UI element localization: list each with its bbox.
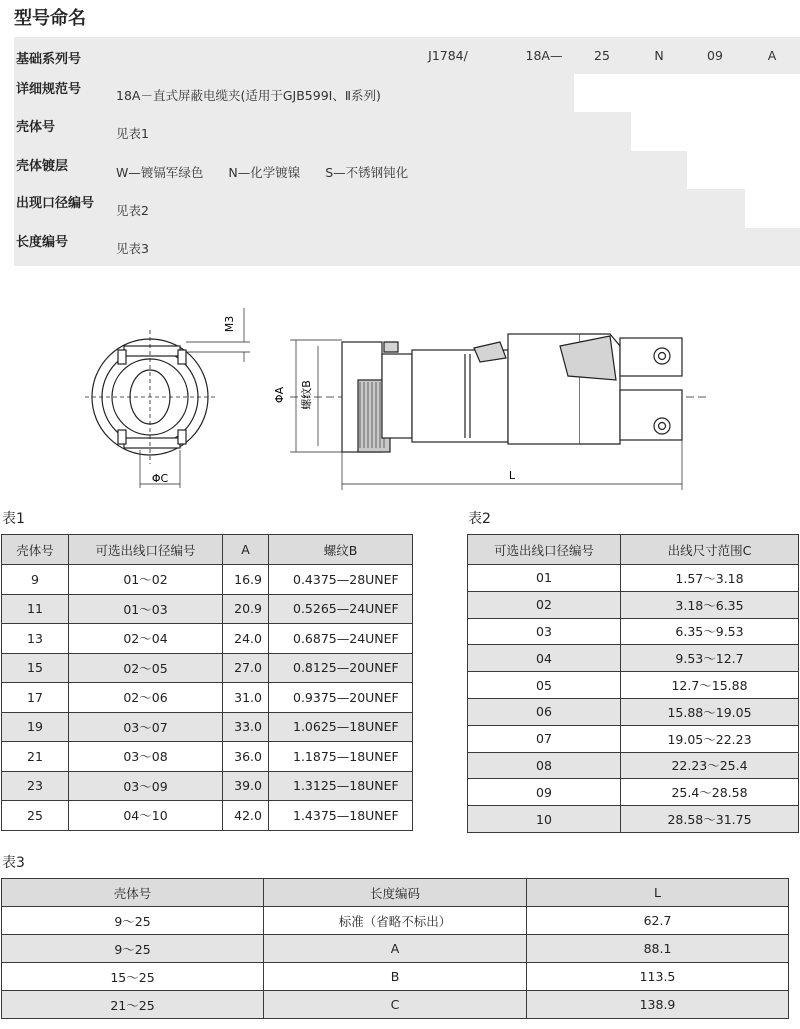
connector-drawing	[0, 290, 800, 495]
table-row	[468, 779, 799, 806]
cell: 13	[2, 624, 69, 654]
table3	[1, 878, 789, 1019]
table3-header: L	[527, 879, 789, 907]
cell: 42.0	[223, 801, 269, 831]
table-row	[2, 771, 413, 801]
table-row	[2, 991, 789, 1019]
cell: B	[264, 963, 527, 991]
cell: 03	[468, 618, 621, 645]
cell: 15	[2, 653, 69, 683]
cell: 11	[2, 594, 69, 624]
table-row	[2, 653, 413, 683]
dim-phi-c-label: ΦC	[151, 472, 169, 485]
dim-l-label: L	[508, 469, 516, 482]
cell: 03～08	[69, 742, 223, 772]
dim-thread-b-label: 螺纹B	[300, 380, 313, 410]
cell: 20.9	[223, 594, 269, 624]
cell: 15～25	[2, 963, 264, 991]
code-outlet: 09	[707, 48, 723, 63]
cell: 21	[2, 742, 69, 772]
cell: 0.4375—28UNEF	[269, 565, 413, 595]
cell: 6.35～9.53	[621, 618, 799, 645]
row-value-plating: W—镀镉军绿色 N—化学镀镍 S—不锈钢钝化	[116, 165, 409, 180]
page-title: 型号命名	[14, 8, 86, 29]
end-view	[85, 308, 250, 488]
cell: 28.58～31.75	[621, 806, 799, 833]
table2-header: 出线尺寸范围C	[621, 535, 799, 565]
table-row	[2, 963, 789, 991]
cell: 1.3125—18UNEF	[269, 771, 413, 801]
cell: 01～03	[69, 594, 223, 624]
table3-header: 壳体号	[2, 879, 264, 907]
cell: A	[264, 935, 527, 963]
table-row	[2, 801, 413, 831]
cell: 0.5265—24UNEF	[269, 594, 413, 624]
table1	[1, 534, 413, 831]
table-row	[468, 645, 799, 672]
cell: 25.4～28.58	[621, 779, 799, 806]
cell: C	[264, 991, 527, 1019]
cell: 25	[2, 801, 69, 831]
code-length: A	[767, 48, 777, 63]
cell: 15.88～19.05	[621, 698, 799, 725]
cell: 02～06	[69, 683, 223, 713]
cell: 02～05	[69, 653, 223, 683]
code-base-series: J1784/	[428, 48, 468, 63]
dim-phi-a-label: ΦA	[273, 386, 286, 404]
row-label-plating: 壳体镀层	[16, 159, 69, 174]
cell: 0.6875—24UNEF	[269, 624, 413, 654]
table-row	[468, 752, 799, 779]
cell: 1.57～3.18	[621, 565, 799, 592]
table3-caption: 表3	[2, 855, 25, 871]
table-row	[2, 594, 413, 624]
table-row	[2, 935, 789, 963]
cell: 04～10	[69, 801, 223, 831]
table2-caption: 表2	[468, 511, 491, 527]
cell: 21～25	[2, 991, 264, 1019]
cell: 9～25	[2, 935, 264, 963]
table-row	[468, 565, 799, 592]
row-value-shell: 见表1	[116, 126, 149, 141]
cell: 02～04	[69, 624, 223, 654]
cell: 01	[468, 565, 621, 592]
cell: 08	[468, 752, 621, 779]
cell: 02	[468, 591, 621, 618]
row-value-outlet: 见表2	[116, 203, 149, 218]
cell: 0.8125—20UNEF	[269, 653, 413, 683]
cell: 88.1	[527, 935, 789, 963]
cell: 03～09	[69, 771, 223, 801]
row-label-spec: 详细规范号	[16, 82, 82, 97]
table-row	[468, 698, 799, 725]
row-label-shell: 壳体号	[16, 120, 56, 135]
cell: 1.1875—18UNEF	[269, 742, 413, 772]
table-row	[2, 712, 413, 742]
cell: 05	[468, 672, 621, 699]
cell: 27.0	[223, 653, 269, 683]
cell: 17	[2, 683, 69, 713]
row-label-base-series: 基础系列号	[16, 52, 82, 67]
cell: 138.9	[527, 991, 789, 1019]
table1-header: 壳体号	[2, 535, 69, 565]
cell: 9～25	[2, 907, 264, 935]
cell: 3.18～6.35	[621, 591, 799, 618]
cell: 12.7～15.88	[621, 672, 799, 699]
table-row	[468, 591, 799, 618]
cell: 19	[2, 712, 69, 742]
row-value-length: 见表3	[116, 241, 149, 256]
cell: 09	[468, 779, 621, 806]
row-label-length: 长度编号	[16, 235, 69, 250]
cell: 标准（省略不标出）	[264, 907, 527, 935]
side-view	[290, 334, 710, 490]
code-spec: 18A—	[525, 48, 563, 63]
table-row	[2, 565, 413, 595]
table-row	[2, 907, 789, 935]
dim-m3-label: M3	[223, 315, 236, 333]
cell: 9.53～12.7	[621, 645, 799, 672]
cell: 39.0	[223, 771, 269, 801]
table-row	[468, 806, 799, 833]
cell: 06	[468, 698, 621, 725]
cell: 04	[468, 645, 621, 672]
table-row	[2, 742, 413, 772]
cell: 24.0	[223, 624, 269, 654]
cell: 33.0	[223, 712, 269, 742]
table-row	[468, 725, 799, 752]
cell: 1.4375—18UNEF	[269, 801, 413, 831]
cell: 113.5	[527, 963, 789, 991]
cell: 16.9	[223, 565, 269, 595]
cell: 0.9375—20UNEF	[269, 683, 413, 713]
cell: 31.0	[223, 683, 269, 713]
table-row	[468, 672, 799, 699]
table3-header: 长度编码	[264, 879, 527, 907]
cell: 62.7	[527, 907, 789, 935]
table2	[467, 534, 799, 833]
cell: 10	[468, 806, 621, 833]
row-value-spec: 18A－直式屏蔽电缆夹(适用于GJB599Ⅰ、Ⅱ系列)	[116, 88, 381, 103]
code-shell: 25	[594, 48, 610, 63]
table-row	[2, 624, 413, 654]
table-row	[468, 618, 799, 645]
cell: 19.05～22.23	[621, 725, 799, 752]
row-label-outlet: 出现口径编号	[16, 196, 95, 211]
table1-header: 螺纹B	[269, 535, 413, 565]
cell: 01～02	[69, 565, 223, 595]
cell: 36.0	[223, 742, 269, 772]
cell: 03～07	[69, 712, 223, 742]
code-plating: N	[654, 48, 664, 63]
table1-caption: 表1	[2, 511, 25, 527]
row-bar-shell	[14, 112, 631, 151]
cell: 9	[2, 565, 69, 595]
table2-header: 可选出线口径编号	[468, 535, 621, 565]
table-row	[2, 683, 413, 713]
cell: 23	[2, 771, 69, 801]
table1-header: 可选出线口径编号	[69, 535, 223, 565]
cell: 22.23～25.4	[621, 752, 799, 779]
cell: 1.0625—18UNEF	[269, 712, 413, 742]
table1-header: A	[223, 535, 269, 565]
cell: 07	[468, 725, 621, 752]
